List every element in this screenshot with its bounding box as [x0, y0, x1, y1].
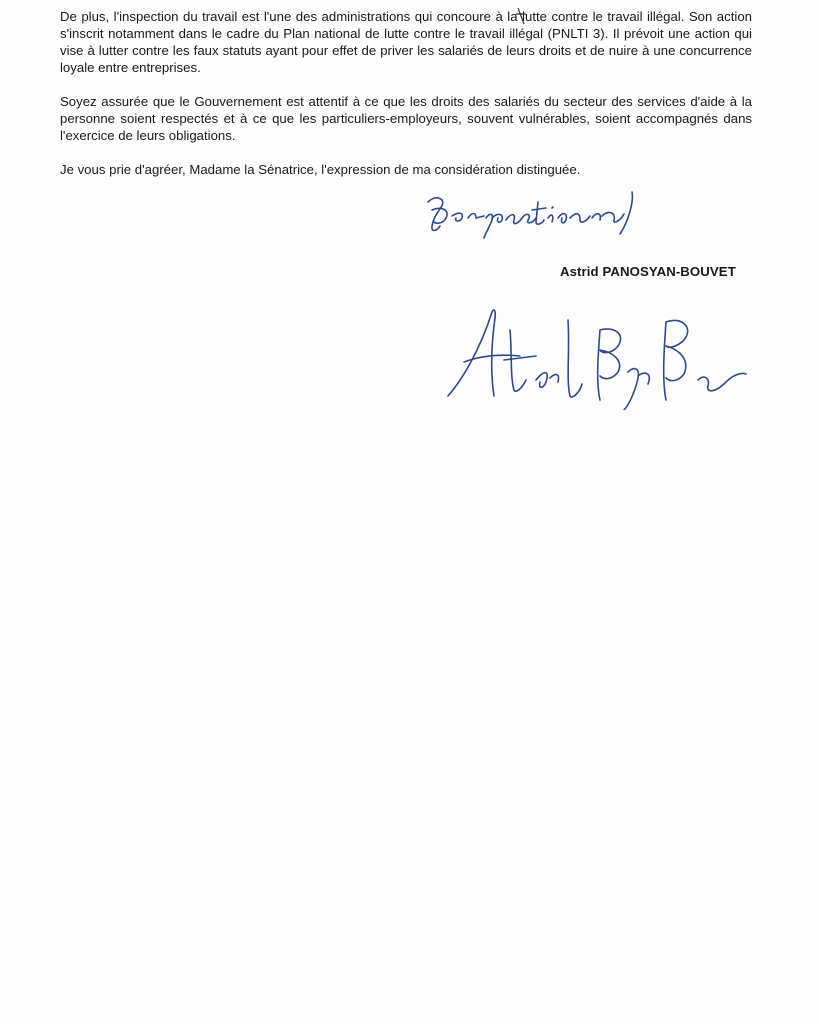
handwritten-closing	[420, 182, 670, 242]
handwritten-signature	[440, 300, 750, 410]
paragraph-labour-inspection: De plus, l'inspection du travail est l'une des administrations qui concoure à la lutte contre le travail illégal. Son action s'inscrit notamment dans le cadre du Plan national de lutte contre le travail illégal (PNLTI 3). Il prévoit une action qui vise à lutter contre les faux statuts ayant pour effet de priver les salariés de leurs droits et de nuire à une concurrence loyale entre entreprises.	[60, 9, 752, 75]
pen-mark-icon	[514, 6, 528, 26]
signatory-name: Astrid PANOSYAN-BOUVET	[560, 264, 736, 279]
paragraph-formal-closing: Je vous prie d'agréer, Madame la Sénatrice, l'expression de ma considération distinguée.	[60, 162, 581, 177]
paragraph-government-commitment: Soyez assurée que le Gouvernement est attentif à ce que les droits des salariés du secteur des services d'aide à la personne soient respectés et à ce que les particuliers-employeurs, souvent vulnérables, soient accompagnés dans l'exercice de leurs obligations.	[60, 94, 752, 143]
letter-body	[60, 8, 752, 178]
